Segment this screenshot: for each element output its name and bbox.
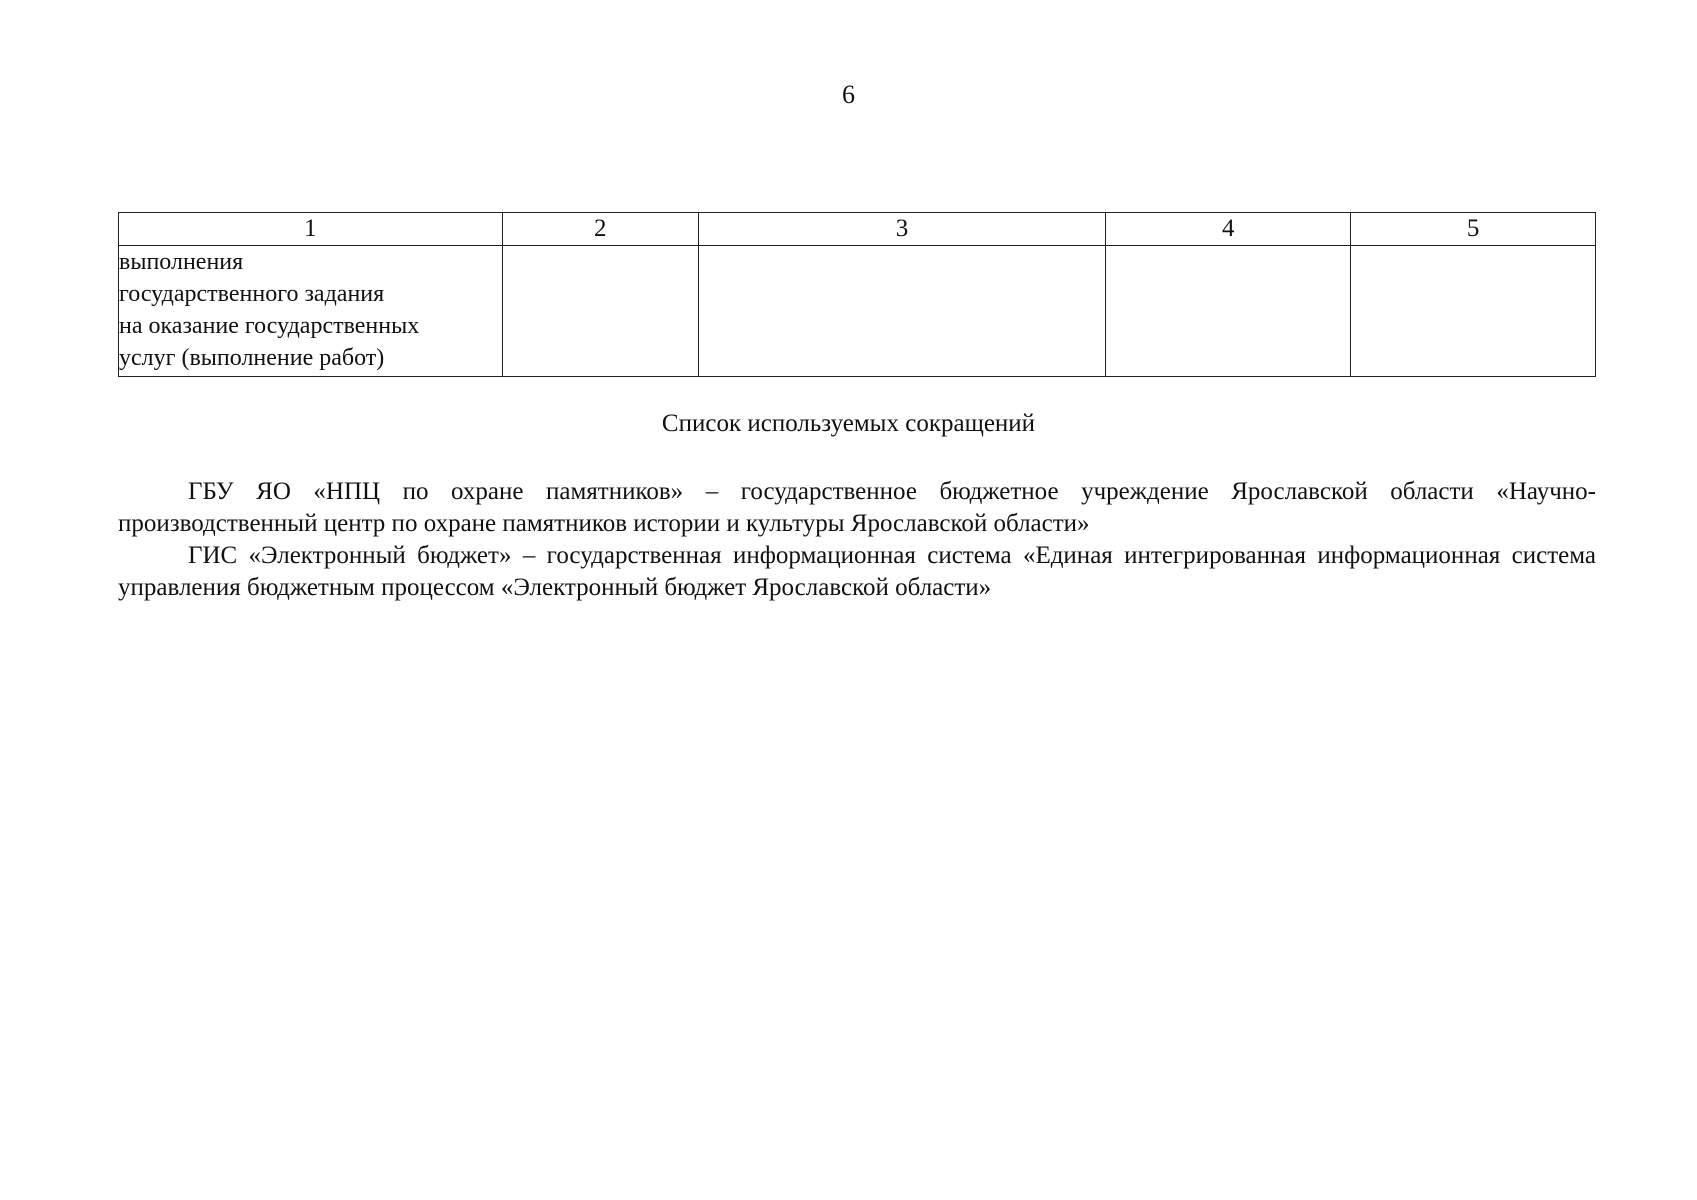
- column-header-4: 4: [1106, 213, 1351, 246]
- abbreviation-item: ГБУ ЯО «НПЦ по охране памятников» – государственное бюджетное учреждение Ярославской области «Научно-производственный центр по охране памятников истории и культуры Ярославской области»: [118, 478, 1596, 537]
- abbreviations-heading: Список используемых сокращений: [661, 410, 1036, 437]
- table-cell-1: выполнения государственного задания на оказание государственных услуг (выполнение работ): [119, 246, 503, 377]
- table-header-row: [119, 213, 1596, 246]
- column-header-1: 1: [119, 213, 503, 246]
- table-row: [119, 246, 1596, 377]
- table-cell-3: [698, 246, 1106, 377]
- page-number: 6: [842, 80, 855, 109]
- data-table: [118, 212, 1596, 377]
- column-header-3: 3: [698, 213, 1106, 246]
- table-cell-2: [502, 246, 698, 377]
- column-header-2: 2: [502, 213, 698, 246]
- table-cell-4: [1106, 246, 1351, 377]
- table-cell-5: [1351, 246, 1596, 377]
- abbreviation-item: ГИС «Электронный бюджет» – государственная информационная система «Единая интегрированная информационная система управления бюджетным процессом «Электронный бюджет Ярославской области»: [118, 542, 1596, 601]
- column-header-5: 5: [1351, 213, 1596, 246]
